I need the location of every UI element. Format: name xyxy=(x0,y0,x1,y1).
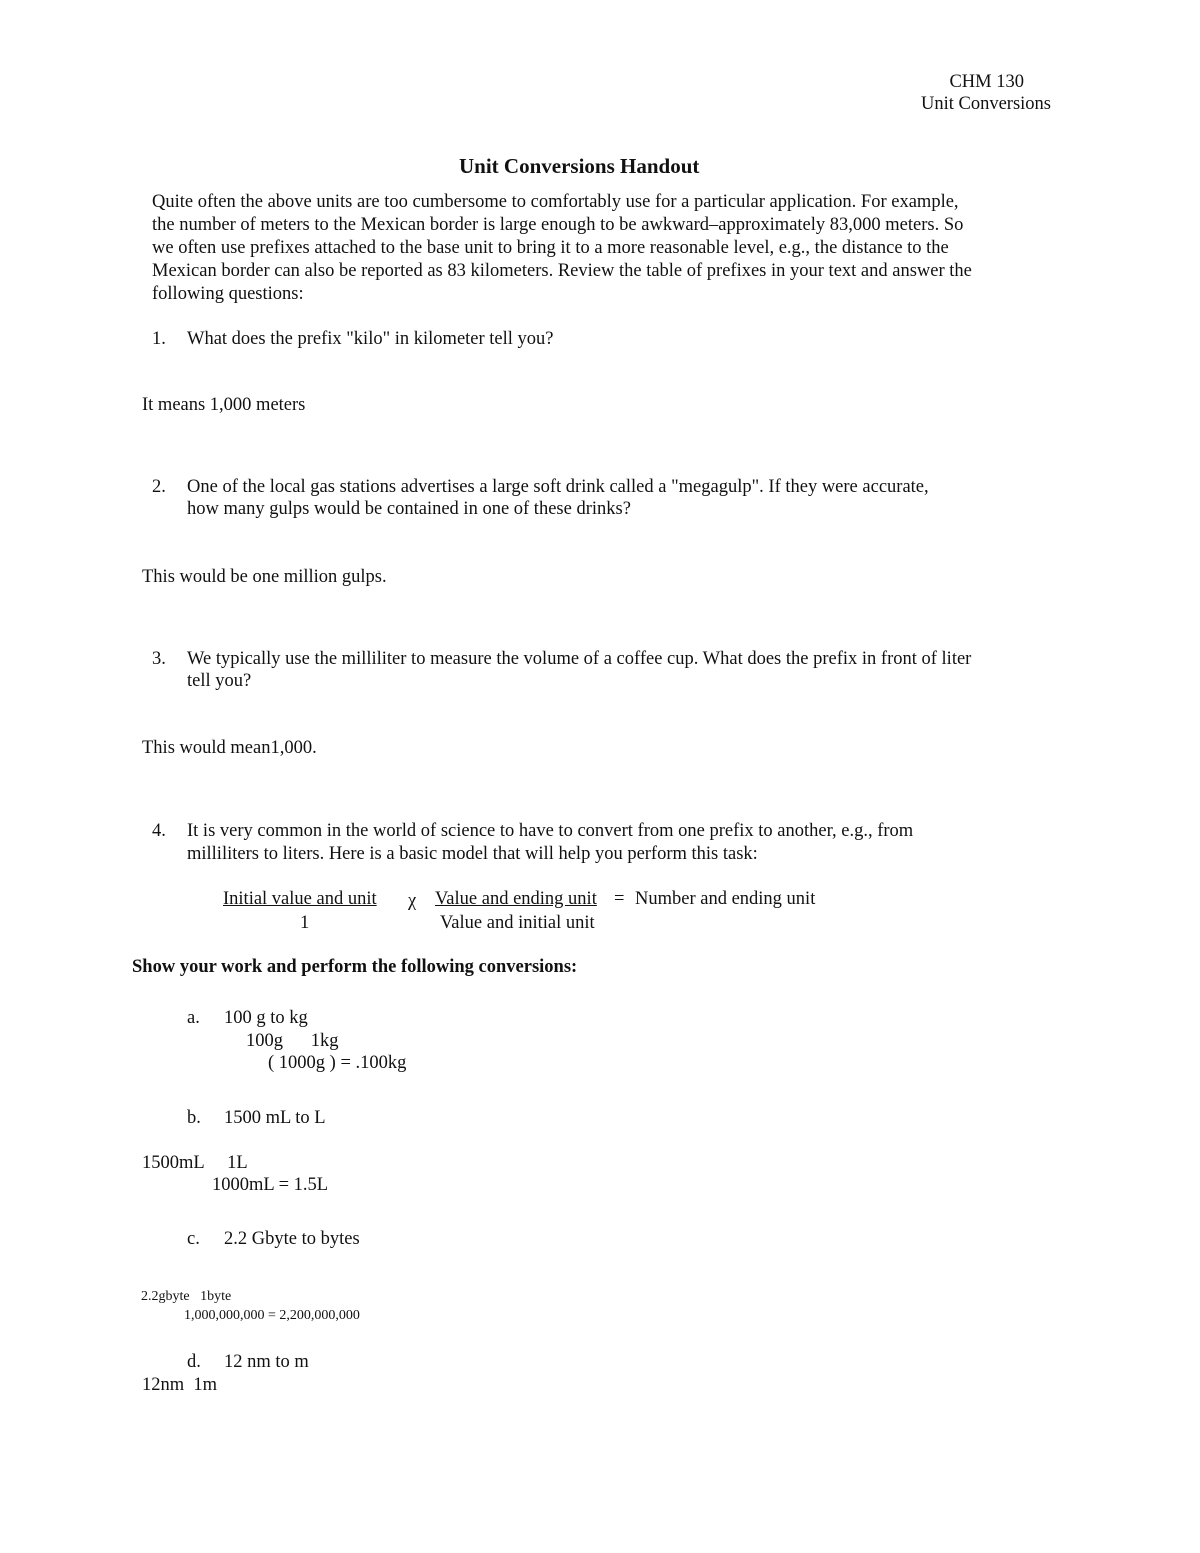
question-2-text: One of the local gas stations advertises a large soft drink called a "megagulp". If they were accurate, xyxy=(187,477,929,497)
question-4-text: It is very common in the world of science to have to convert from one prefix to another, e.g., from xyxy=(187,821,914,841)
question-3-number: 3. xyxy=(152,649,166,669)
intro-line: Quite often the above units are too cumbersome to comfortably use for a particular application. For example, xyxy=(152,192,959,212)
question-1-text: What does the prefix "kilo" in kilometer tell you? xyxy=(187,329,554,349)
conversion-d-label: d. xyxy=(187,1352,201,1372)
conversion-a-prompt: 100 g to kg xyxy=(224,1008,308,1028)
page-title: Unit Conversions Handout xyxy=(459,154,700,178)
question-4-number: 4. xyxy=(152,821,166,841)
conversion-c-label: c. xyxy=(187,1229,200,1249)
conversion-b-work: 1500mL 1L xyxy=(142,1153,248,1173)
model-times-symbol: χ xyxy=(408,891,417,911)
conversion-c-work: 1,000,000,000 = 2,200,000,000 xyxy=(184,1308,360,1323)
show-work-heading: Show your work and perform the following conversions: xyxy=(132,957,578,977)
conversion-a-work: 100g 1kg xyxy=(246,1031,339,1051)
intro-line: Mexican border can also be reported as 83 kilometers. Review the table of prefixes in your text and answer the xyxy=(152,261,972,281)
question-2-number: 2. xyxy=(152,477,166,497)
answer-3: This would mean1,000. xyxy=(142,738,317,758)
question-1-number: 1. xyxy=(152,329,166,349)
model-value-ending: Value and ending unit xyxy=(435,889,597,909)
conversion-b-label: b. xyxy=(187,1108,201,1128)
model-initial-denominator: 1 xyxy=(300,913,310,933)
conversion-a-label: a. xyxy=(187,1008,200,1028)
conversion-c-work: 2.2gbyte 1byte xyxy=(141,1289,232,1304)
conversion-a-work: ( 1000g ) = .100kg xyxy=(268,1053,407,1073)
conversion-c-prompt: 2.2 Gbyte to bytes xyxy=(224,1229,360,1249)
question-4-text: milliliters to liters. Here is a basic model that will help you perform this task: xyxy=(187,844,758,864)
question-3-text: tell you? xyxy=(187,671,252,691)
intro-line: we often use prefixes attached to the base unit to bring it to a more reasonable level, e.g., the distance to the xyxy=(152,238,949,258)
answer-1: It means 1,000 meters xyxy=(142,395,306,415)
model-value-initial: Value and initial unit xyxy=(440,913,595,933)
conversion-b-prompt: 1500 mL to L xyxy=(224,1108,326,1128)
intro-paragraph xyxy=(152,191,1052,306)
model-result: Number and ending unit xyxy=(635,889,816,909)
conversion-d-prompt: 12 nm to m xyxy=(224,1352,309,1372)
model-initial-value: Initial value and unit xyxy=(223,889,377,909)
intro-line: the number of meters to the Mexican border is large enough to be awkward–approximately 83,000 meters. So xyxy=(152,215,964,235)
intro-line: following questions: xyxy=(152,284,304,304)
question-3-text: We typically use the milliliter to measure the volume of a coffee cup. What does the prefix in front of liter xyxy=(187,649,972,669)
conversion-b-work: 1000mL = 1.5L xyxy=(212,1175,329,1195)
question-2-text: how many gulps would be contained in one of these drinks? xyxy=(187,499,631,519)
course-topic: Unit Conversions xyxy=(920,94,1051,114)
model-equals: = xyxy=(614,889,625,909)
answer-2: This would be one million gulps. xyxy=(142,567,387,587)
course-code: CHM 130 xyxy=(949,72,1024,92)
conversion-d-work: 12nm 1m xyxy=(142,1375,218,1395)
